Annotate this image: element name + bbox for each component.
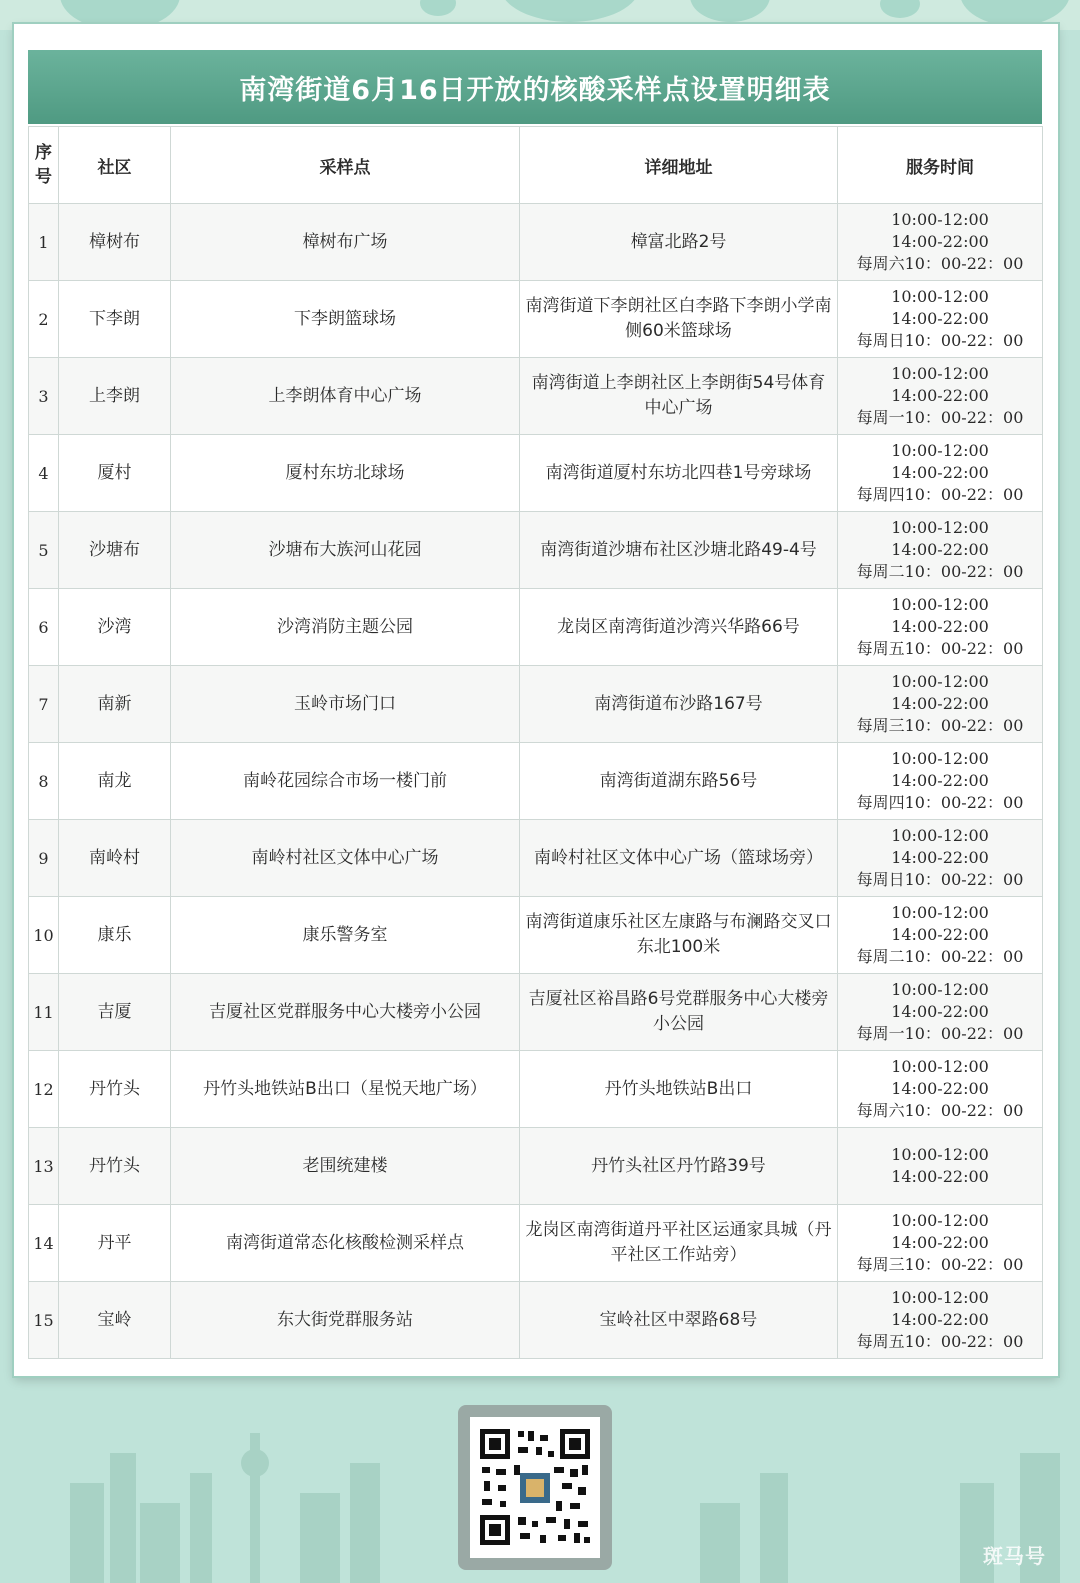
hours-weekly: 每周五10：00-22：00	[856, 639, 1024, 658]
row-site: 樟树布广场	[171, 204, 520, 281]
table-row	[29, 435, 1043, 512]
row-community: 沙湾	[59, 589, 171, 666]
table-row	[29, 1128, 1043, 1205]
table-row	[29, 1205, 1043, 1282]
table-row	[29, 358, 1043, 435]
hours-morning: 10:00-12:00	[891, 364, 989, 383]
row-no: 8	[29, 743, 59, 820]
hours-morning: 10:00-12:00	[891, 749, 989, 768]
row-site: 南岭花园综合市场一楼门前	[171, 743, 520, 820]
table-row	[29, 666, 1043, 743]
hours-afternoon: 14:00-22:00	[891, 463, 989, 482]
row-hours	[838, 281, 1043, 358]
hours-morning: 10:00-12:00	[891, 210, 989, 229]
row-site: 吉厦社区党群服务中心大楼旁小公园	[171, 974, 520, 1051]
table-title: 南湾街道6月16日开放的核酸采样点设置明细表	[28, 50, 1042, 124]
row-no: 3	[29, 358, 59, 435]
table-row	[29, 204, 1043, 281]
table-row	[29, 512, 1043, 589]
sampling-sites-table	[28, 126, 1043, 1359]
watermark-text: 斑马号	[983, 1544, 1046, 1568]
row-no: 14	[29, 1205, 59, 1282]
row-hours	[838, 897, 1043, 974]
row-community: 沙塘布	[59, 512, 171, 589]
row-hours	[838, 435, 1043, 512]
hours-weekly: 每周五10：00-22：00	[856, 1332, 1024, 1351]
row-site: 沙塘布大族河山花园	[171, 512, 520, 589]
table-card	[14, 24, 1058, 1376]
table-row	[29, 589, 1043, 666]
header-site: 采样点	[171, 127, 520, 204]
row-hours	[838, 974, 1043, 1051]
row-community: 丹平	[59, 1205, 171, 1282]
hours-afternoon: 14:00-22:00	[891, 771, 989, 790]
hours-morning: 10:00-12:00	[891, 980, 989, 999]
row-address: 南湾街道下李朗社区白李路下李朗小学南侧60米篮球场	[520, 281, 838, 358]
row-address: 南湾街道布沙路167号	[520, 666, 838, 743]
hours-afternoon: 14:00-22:00	[891, 925, 989, 944]
row-site: 康乐警务室	[171, 897, 520, 974]
hours-morning: 10:00-12:00	[891, 1211, 989, 1230]
hours-afternoon: 14:00-22:00	[891, 1233, 989, 1252]
row-site: 厦村东坊北球场	[171, 435, 520, 512]
row-hours	[838, 512, 1043, 589]
row-hours	[838, 666, 1043, 743]
hours-afternoon: 14:00-22:00	[891, 617, 989, 636]
hours-morning: 10:00-12:00	[891, 287, 989, 306]
row-community: 吉厦	[59, 974, 171, 1051]
row-community: 下李朗	[59, 281, 171, 358]
hours-afternoon: 14:00-22:00	[891, 232, 989, 251]
row-no: 4	[29, 435, 59, 512]
hours-afternoon: 14:00-22:00	[891, 386, 989, 405]
table-row	[29, 974, 1043, 1051]
row-address: 丹竹头社区丹竹路39号	[520, 1128, 838, 1205]
table-row	[29, 1051, 1043, 1128]
row-hours	[838, 204, 1043, 281]
row-hours	[838, 589, 1043, 666]
row-community: 上李朗	[59, 358, 171, 435]
row-hours	[838, 1282, 1043, 1359]
row-community: 丹竹头	[59, 1128, 171, 1205]
hours-morning: 10:00-12:00	[891, 518, 989, 537]
hours-afternoon: 14:00-22:00	[891, 1002, 989, 1021]
row-community: 宝岭	[59, 1282, 171, 1359]
row-address: 龙岗区南湾街道沙湾兴华路66号	[520, 589, 838, 666]
row-hours	[838, 743, 1043, 820]
header-no: 序号	[29, 127, 59, 204]
hours-morning: 10:00-12:00	[891, 672, 989, 691]
table-row	[29, 820, 1043, 897]
hours-morning: 10:00-12:00	[891, 595, 989, 614]
row-site: 南岭村社区文体中心广场	[171, 820, 520, 897]
header-hours: 服务时间	[838, 127, 1043, 204]
row-community: 樟树布	[59, 204, 171, 281]
hours-weekly: 每周日10：00-22：00	[856, 870, 1024, 889]
row-address: 龙岗区南湾街道丹平社区运通家具城（丹平社区工作站旁）	[520, 1205, 838, 1282]
row-no: 7	[29, 666, 59, 743]
qr-code-icon	[470, 1417, 600, 1558]
row-address: 樟富北路2号	[520, 204, 838, 281]
qr-code-frame	[458, 1405, 612, 1570]
hours-morning: 10:00-12:00	[891, 903, 989, 922]
row-site: 玉岭市场门口	[171, 666, 520, 743]
row-no: 11	[29, 974, 59, 1051]
row-hours	[838, 1051, 1043, 1128]
header-address: 详细地址	[520, 127, 838, 204]
row-address: 南岭村社区文体中心广场（篮球场旁）	[520, 820, 838, 897]
hours-weekly: 每周日10：00-22：00	[856, 331, 1024, 350]
row-site: 老围统建楼	[171, 1128, 520, 1205]
hours-afternoon: 14:00-22:00	[891, 309, 989, 328]
row-hours	[838, 358, 1043, 435]
hours-afternoon: 14:00-22:00	[891, 1167, 989, 1186]
header-community: 社区	[59, 127, 171, 204]
hours-weekly: 每周一10：00-22：00	[856, 408, 1024, 427]
hours-afternoon: 14:00-22:00	[891, 848, 989, 867]
hours-weekly: 每周二10：00-22：00	[856, 562, 1024, 581]
hours-weekly: 每周四10：00-22：00	[856, 485, 1024, 504]
hours-afternoon: 14:00-22:00	[891, 540, 989, 559]
hours-weekly: 每周六10：00-22：00	[856, 1101, 1024, 1120]
row-no: 10	[29, 897, 59, 974]
row-community: 南岭村	[59, 820, 171, 897]
hours-weekly: 每周三10：00-22：00	[856, 1255, 1024, 1274]
row-no: 13	[29, 1128, 59, 1205]
row-hours	[838, 1128, 1043, 1205]
table-row	[29, 1282, 1043, 1359]
row-site: 上李朗体育中心广场	[171, 358, 520, 435]
row-hours	[838, 820, 1043, 897]
hours-weekly: 每周一10：00-22：00	[856, 1024, 1024, 1043]
row-no: 1	[29, 204, 59, 281]
row-no: 5	[29, 512, 59, 589]
table-row	[29, 897, 1043, 974]
hours-weekly: 每周六10：00-22：00	[856, 254, 1024, 273]
hours-afternoon: 14:00-22:00	[891, 1079, 989, 1098]
row-address: 南湾街道湖东路56号	[520, 743, 838, 820]
table-row	[29, 743, 1043, 820]
row-address: 丹竹头地铁站B出口	[520, 1051, 838, 1128]
row-community: 南新	[59, 666, 171, 743]
table-header-row	[29, 127, 1043, 204]
row-address: 南湾街道厦村东坊北四巷1号旁球场	[520, 435, 838, 512]
row-site: 东大街党群服务站	[171, 1282, 520, 1359]
hours-weekly: 每周四10：00-22：00	[856, 793, 1024, 812]
row-address: 南湾街道沙塘布社区沙塘北路49-4号	[520, 512, 838, 589]
row-address: 南湾街道上李朗社区上李朗街54号体育中心广场	[520, 358, 838, 435]
hours-morning: 10:00-12:00	[891, 1145, 989, 1164]
hours-afternoon: 14:00-22:00	[891, 694, 989, 713]
row-hours	[838, 1205, 1043, 1282]
table-row	[29, 281, 1043, 358]
row-community: 厦村	[59, 435, 171, 512]
row-site: 丹竹头地铁站B出口（星悦天地广场）	[171, 1051, 520, 1128]
row-no: 12	[29, 1051, 59, 1128]
row-community: 康乐	[59, 897, 171, 974]
row-community: 丹竹头	[59, 1051, 171, 1128]
row-address: 南湾街道康乐社区左康路与布澜路交叉口东北100米	[520, 897, 838, 974]
hours-morning: 10:00-12:00	[891, 1288, 989, 1307]
row-no: 6	[29, 589, 59, 666]
row-no: 2	[29, 281, 59, 358]
hours-morning: 10:00-12:00	[891, 826, 989, 845]
hours-weekly: 每周三10：00-22：00	[856, 716, 1024, 735]
row-site: 南湾街道常态化核酸检测采样点	[171, 1205, 520, 1282]
hours-morning: 10:00-12:00	[891, 441, 989, 460]
row-site: 下李朗篮球场	[171, 281, 520, 358]
row-no: 15	[29, 1282, 59, 1359]
hours-morning: 10:00-12:00	[891, 1057, 989, 1076]
qr-code	[470, 1417, 600, 1558]
row-address: 宝岭社区中翠路68号	[520, 1282, 838, 1359]
hours-weekly: 每周二10：00-22：00	[856, 947, 1024, 966]
row-no: 9	[29, 820, 59, 897]
hours-afternoon: 14:00-22:00	[891, 1310, 989, 1329]
row-address: 吉厦社区裕昌路6号党群服务中心大楼旁小公园	[520, 974, 838, 1051]
row-site: 沙湾消防主题公园	[171, 589, 520, 666]
row-community: 南龙	[59, 743, 171, 820]
